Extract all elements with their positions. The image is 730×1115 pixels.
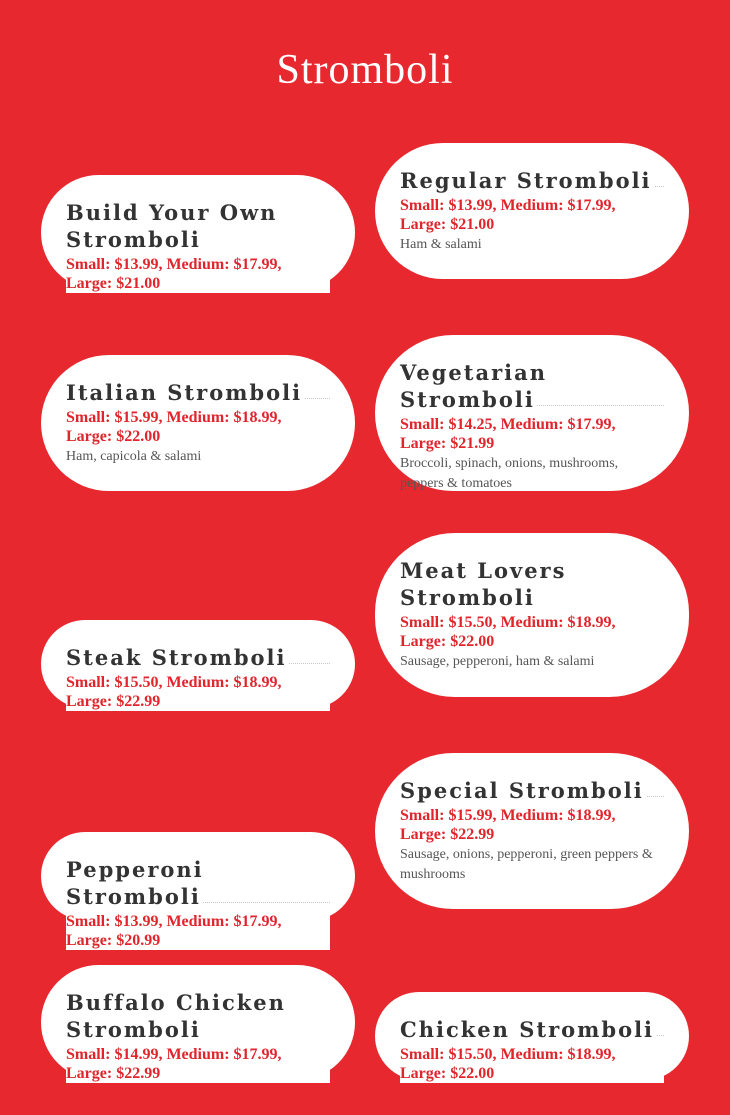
menu-item-content	[400, 167, 664, 255]
item-price: Small: $13.99, Medium: $17.99, Large: $21.00	[66, 256, 282, 292]
item-name: Meat Lovers Stromboli	[400, 558, 567, 610]
menu-item-content	[400, 359, 664, 494]
item-name: Vegetarian Stromboli	[400, 360, 547, 412]
item-price: Small: $15.99, Medium: $18.99, Large: $22.99	[400, 807, 616, 843]
item-description: Ham, capicola & salami	[66, 449, 202, 464]
menu-item-content	[400, 1016, 664, 1083]
item-description: Ham & salami	[400, 237, 482, 252]
item-description: Sausage, onions, pepperoni, green peppers & mushrooms	[400, 847, 653, 882]
item-price: Small: $15.50, Medium: $18.99, Large: $22.00	[400, 614, 616, 650]
item-name: Pepperoni Stromboli	[66, 857, 204, 909]
item-name: Buffalo Chicken Stromboli	[66, 990, 286, 1042]
item-price: Small: $14.99, Medium: $17.99, Large: $22.99	[66, 1046, 282, 1082]
item-price: Small: $13.99, Medium: $17.99, Large: $21.00	[400, 197, 616, 233]
item-name: Italian Stromboli	[66, 380, 303, 405]
item-price: Small: $15.99, Medium: $18.99, Large: $22.00	[66, 409, 282, 445]
menu-item-content	[66, 856, 330, 950]
menu-item-content	[66, 989, 330, 1083]
menu-item-content	[66, 379, 330, 467]
item-description: Broccoli, spinach, onions, mushrooms, peppers & tomatoes	[400, 456, 619, 491]
menu-item-content	[66, 199, 330, 293]
item-name: Special Stromboli	[400, 778, 644, 803]
item-name: Regular Stromboli	[400, 168, 652, 193]
item-price: Small: $14.25, Medium: $17.99, Large: $21.99	[400, 416, 616, 452]
menu-item-content	[66, 644, 330, 711]
item-name: Chicken Stromboli	[400, 1017, 655, 1042]
item-name: Steak Stromboli	[66, 645, 287, 670]
item-name: Build Your Own Stromboli	[66, 200, 278, 252]
item-price: Small: $13.99, Medium: $17.99, Large: $20.99	[66, 913, 282, 949]
item-price: Small: $15.50, Medium: $18.99, Large: $22.00	[400, 1046, 616, 1082]
page-title: Stromboli	[276, 47, 454, 93]
menu-item-content	[400, 557, 664, 672]
menu-item-content	[400, 777, 664, 885]
item-description: Sausage, pepperoni, ham & salami	[400, 654, 595, 669]
item-price: Small: $15.50, Medium: $18.99, Large: $22.99	[66, 674, 282, 710]
